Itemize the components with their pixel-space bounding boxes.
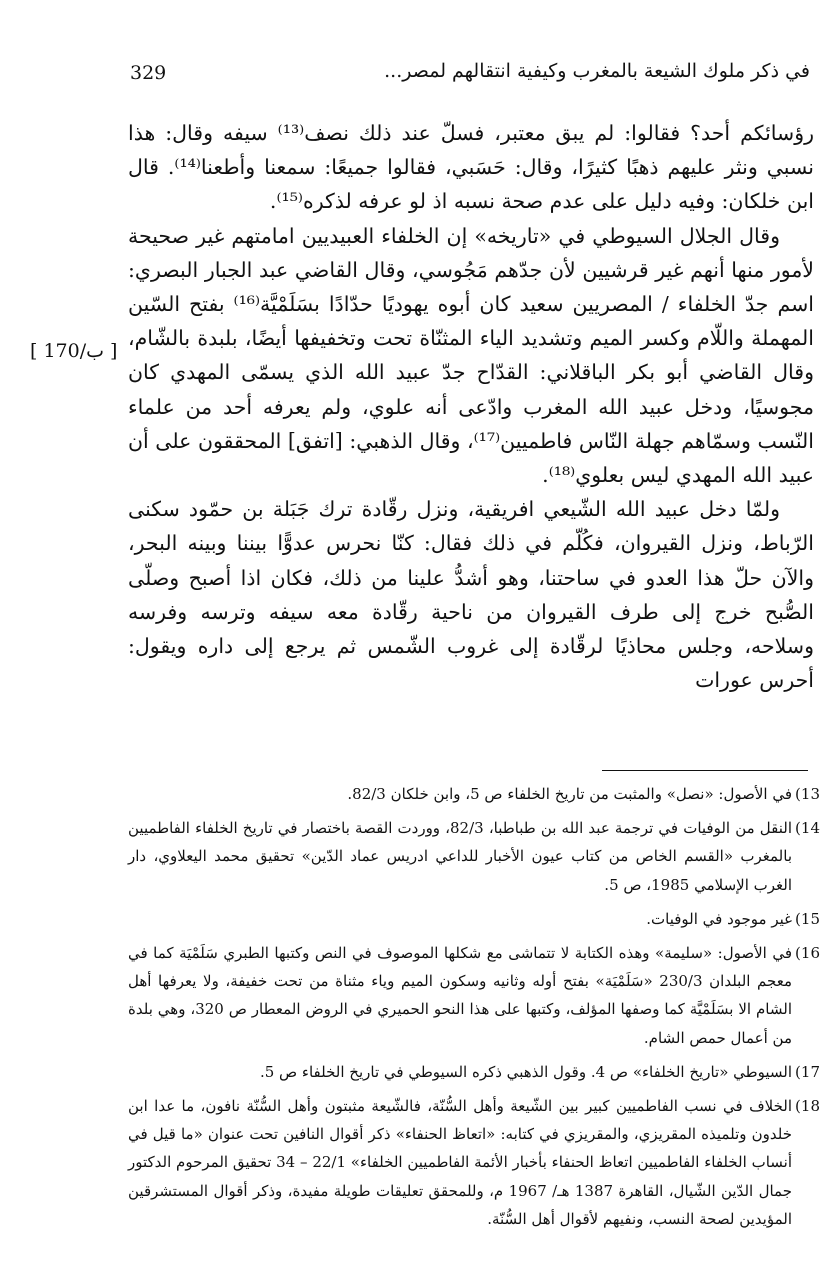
running-head: في ذكر ملوك الشيعة بالمغرب وكيفية انتقالهم لمصر... <box>384 60 810 82</box>
footnote-number: 16) <box>795 944 820 963</box>
footnote-number: 15) <box>795 909 820 928</box>
footnote-number: 14) <box>795 819 820 838</box>
footnote <box>128 814 820 899</box>
footnotes <box>128 780 820 1239</box>
footnote-text: الخلاف في نسب الفاطميين كبير بين الشّيعة وأهل السُّنّة، فالشّيعة مثبتون وأهل السُّنّة نافون، ما عدا ابن خلدون وتلميذه المقريزي، والمقريزي في كتابه: «اتعاظ الحنفاء» ذكر أقوال النافين تحت عنوان «ما قيل في أنساب الخلفاء الفاطميين اتعاظ الحنفاء بأخبار الأئمة الفاطميين الخلفاء» 22/1 – 34 تحقيق المرحوم الدكتور جمال الدّين الشّيال، القاهرة 1387 هـ/ 1967 م، وللمحقق تعليقات طويلة مفيدة، وذكر أقوال المستشرقين المؤيدين لصحة النسب، ونفيهم لأقوال أهل السُّنّة. <box>128 1097 792 1228</box>
footnote-text: في الأصول: «نصل» والمثبت من تاريخ الخلفاء ص 5، وابن خلكان 82/3. <box>347 785 792 803</box>
footnote-text: غير موجود في الوفيات. <box>646 909 792 928</box>
footnote-number: 17) <box>795 1062 820 1081</box>
footnote <box>128 1092 820 1233</box>
footnote-number: 18) <box>795 1097 820 1116</box>
footnote-text: في الأصول: «سليمة» وهذه الكتابة لا تتماشى مع شكلها الموصوف في النص وكتبها الطبري سَلَمْيَة كما في معجم البلدان 230/3 «سَلَمْيَة» بفتح أوله وثانيه وسكون الميم وياء مثناة من تحت خفيفة، ولا يعرفها أهل الشام الا بسَلَمْيَّة كما وصفها المؤلف، وكتبها على هذا النحو الحميري في الروض المعطار ص 320، وهي بلدة من أعمال حمص الشام. <box>128 944 792 1047</box>
footnote-separator <box>602 770 808 771</box>
footnote <box>128 1058 820 1086</box>
footnote-number: 13) <box>795 785 820 803</box>
footnote <box>128 939 820 1052</box>
paragraph: رؤسائكم أحد؟ فقالوا: لم يبق معتبر، فسلّ عند ذلك نصف⁽¹³⁾ سيفه وقال: هذا نسبي ونثر عليهم ذهبًا كثيرًا، وقال: حَسَبي، فقالوا جميعًا: سمعنا وأطعنا⁽¹⁴⁾. قال ابن خلكان: وفيه دليل على عدم صحة نسبه اذ لو عرفه لذكره⁽¹⁵⁾. <box>128 121 814 214</box>
main-text <box>128 116 814 697</box>
footnote <box>128 905 820 933</box>
paragraph: وقال الجلال السيوطي في «تاريخه» إن الخلفاء العبيديين امامتهم غير صحيحة لأمور منها أنهم غير قرشيين لأن جدّهم مَجُوسي، وقال القاضي عبد الجبار البصري: اسم جدّ الخلفاء / المصريين سعيد كان أبوه يهوديًا حدّادًا بسَلَمْيَّة⁽¹⁶⁾ بفتح السّين المهملة واللّام وكسر الميم وتشديد الياء المثنّاة تحت وتخفيفها أيضًا، بلبدة بالشّام، وقال القاضي أبو بكر الباقلاني: القدّاح جدّ عبيد الله الذي يسمّى المهدي كان مجوسيًا، ودخل عبيد الله المغرب وادّعى أنه علوي، ولم يعرفه أحد من علماء النّسب وسمّاهم جهلة النّاس فاطميين⁽¹⁷⁾، وقال الذهبي: [اتفق] المحققون على أن عبيد الله المهدي ليس بعلوي⁽¹⁸⁾. <box>128 223 814 488</box>
folio-marker: [ 170/ب ] <box>30 340 118 362</box>
paragraph: ولمّا دخل عبيد الله الشّيعي افريقية، ونزل رقّادة ترك جَبَلة بن حمّود سكنى الرّباط، ونزل القيروان، فكُلّم في ذلك فقال: كنّا نحرس عدوًّا بيننا وبينه البحر، والآن حلّ هذا العدو في ساحتنا، وهو أشدُّ علينا من ذلك، فكان اذا أصبح وصلّى الصُّبح خرج إلى طرف القيروان من ناحية رقّادة معه سيفه وترسه وفرسه وسلاحه، وجلس محاذيًا لرقّادة إلى غروب الشّمس ثم يرجع إلى داره ويقول: أحرس عورات <box>128 497 814 693</box>
footnote-text: السيوطي «تاريخ الخلفاء» ص 4. وقول الذهبي ذكره السيوطي في تاريخ الخلفاء ص 5. <box>259 1062 792 1081</box>
footnote <box>128 780 820 808</box>
footnote-text: النقل من الوفيات في ترجمة عبد الله بن طباطبا، 82/3، ووردت القصة باختصار في تاريخ الخلفاء الفاطميين بالمغرب «القسم الخاص من كتاب عيون الأخبار للداعي ادريس عماد الدّين» تحقيق محمد اليعلاوي، دار الغرب الإسلامي 1985، ص 5. <box>128 819 792 894</box>
page-number: 329 <box>130 62 167 84</box>
